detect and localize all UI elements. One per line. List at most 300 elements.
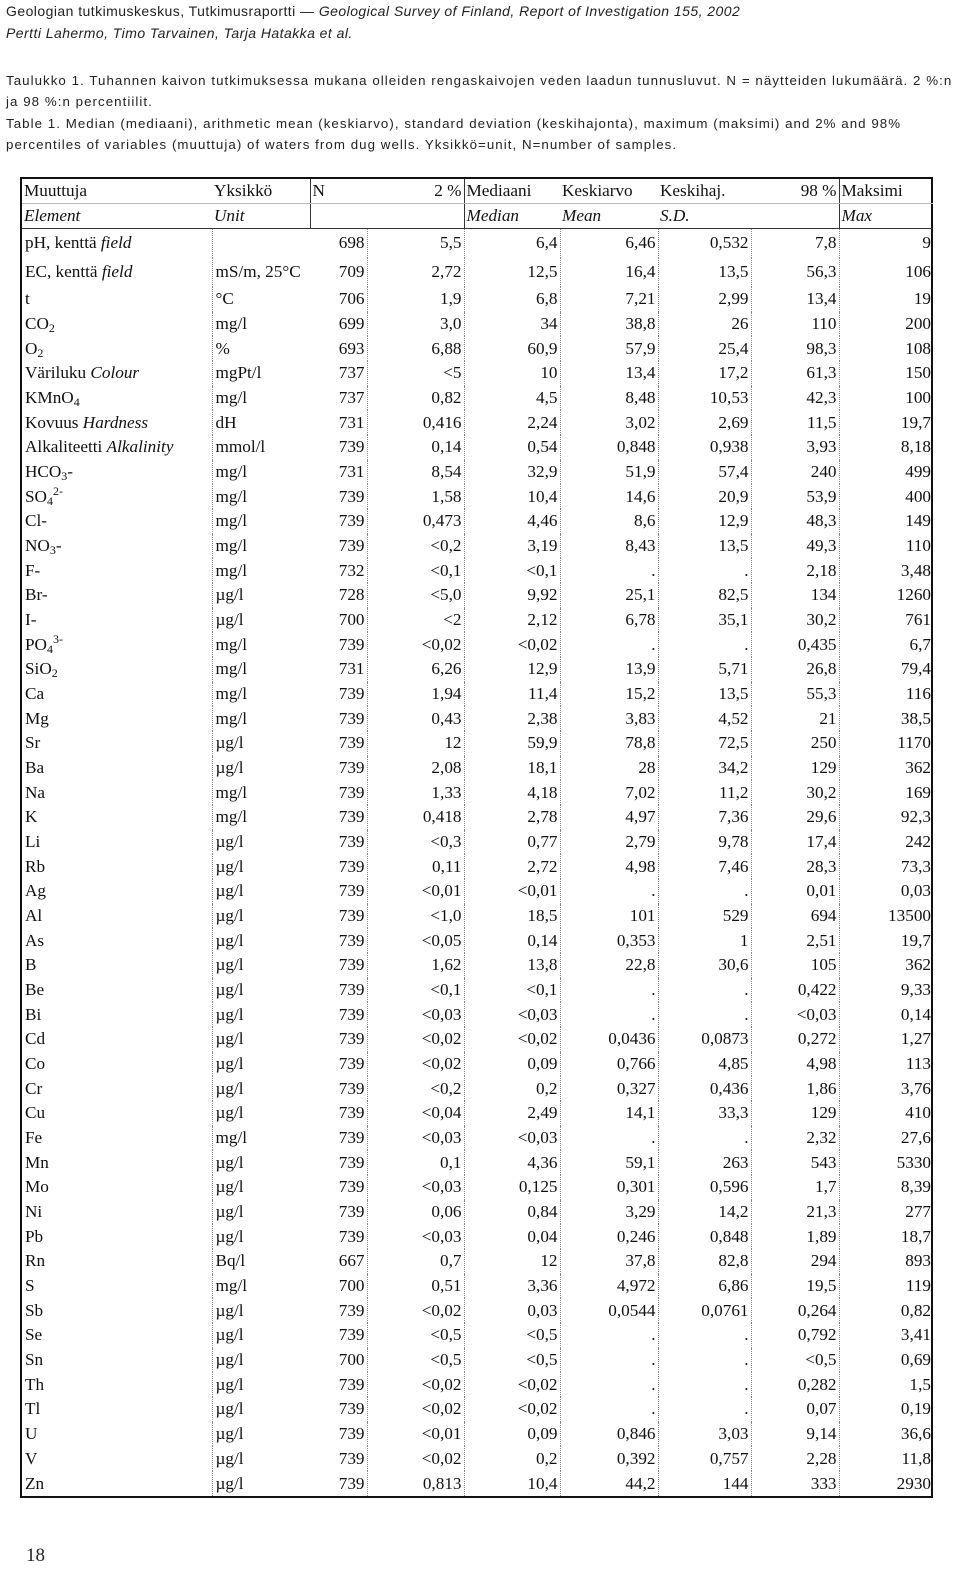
- variable-label: Th: [25, 1374, 45, 1394]
- variable-name: [22, 1002, 212, 1027]
- variable-name: [22, 435, 212, 460]
- table-row: [22, 706, 933, 731]
- mean-cell: .: [560, 1126, 658, 1151]
- variable-subscript: 3: [61, 468, 68, 483]
- col-header-median-en: Median: [464, 204, 560, 229]
- p2-cell: 0,418: [367, 805, 464, 830]
- table-row: [22, 879, 933, 904]
- table-row: [22, 830, 933, 855]
- n-cell: 739: [310, 928, 367, 953]
- p2-cell: <0,02: [367, 1052, 464, 1077]
- sd-cell: .: [658, 1126, 751, 1151]
- sd-cell: .: [658, 879, 751, 904]
- unit-cell: Bq/l: [212, 1249, 310, 1274]
- sd-cell: 57,4: [658, 460, 751, 485]
- table-row: [22, 312, 933, 337]
- header-line-1: [6, 0, 951, 22]
- variable-name: [22, 632, 212, 657]
- median-cell: <0,02: [464, 1027, 560, 1052]
- median-cell: 12: [464, 1249, 560, 1274]
- unit-cell: mg/l: [212, 460, 310, 485]
- n-cell: 731: [310, 460, 367, 485]
- table-row: [22, 1200, 933, 1225]
- variable-name: [22, 1323, 212, 1348]
- p98-cell: 134: [751, 583, 839, 608]
- table-row: [22, 1471, 933, 1496]
- variable-name: [22, 312, 212, 337]
- table-row: [22, 386, 933, 411]
- sd-cell: 12,9: [658, 509, 751, 534]
- mean-cell: 57,9: [560, 336, 658, 361]
- max-cell: 18,7: [900, 1226, 931, 1246]
- running-header: [6, 0, 951, 44]
- median-cell: 0,14: [464, 928, 560, 953]
- n-cell: 739: [310, 682, 367, 707]
- unit-cell: µg/l: [212, 953, 310, 978]
- col-header-n: N: [310, 179, 367, 204]
- n-cell: 739: [310, 1372, 367, 1397]
- n-cell: 737: [310, 386, 367, 411]
- variable-subscript: 4: [46, 641, 53, 656]
- variable-name: [22, 731, 212, 756]
- max-cell: 3,48: [900, 560, 931, 580]
- n-cell: 739: [310, 534, 367, 559]
- variable-label: Al: [25, 906, 43, 926]
- variable-label: Zn: [25, 1473, 45, 1493]
- variable-name: [22, 780, 212, 805]
- variable-name: [22, 558, 212, 583]
- max-cell: 8,18: [900, 437, 931, 457]
- mean-cell: .: [560, 632, 658, 657]
- table-row: [22, 1027, 933, 1052]
- mean-cell: 13,4: [560, 361, 658, 386]
- unit-cell: mg/l: [212, 558, 310, 583]
- mean-cell: 51,9: [560, 460, 658, 485]
- table-row: [22, 361, 933, 386]
- variable-name: [22, 1027, 212, 1052]
- median-cell: 34: [464, 312, 560, 337]
- p98-cell: 0,792: [751, 1323, 839, 1348]
- sd-cell: 13,5: [658, 534, 751, 559]
- p98-cell: 7,8: [751, 229, 839, 258]
- variable-subscript: 2: [51, 666, 58, 681]
- sd-cell: 9,78: [658, 830, 751, 855]
- n-cell: 698: [310, 229, 367, 258]
- max-cell: 100: [905, 387, 931, 407]
- unit-cell: mg/l: [212, 1126, 310, 1151]
- n-cell: 739: [310, 1126, 367, 1151]
- header-organization: Geologian tutkimuskeskus, Tutkimusraportti: [6, 3, 296, 19]
- mean-cell: 4,972: [560, 1274, 658, 1299]
- variable-label: Rn: [25, 1251, 46, 1271]
- variable-label: As: [25, 930, 45, 950]
- n-cell: 699: [310, 312, 367, 337]
- unit-cell: µg/l: [212, 1027, 310, 1052]
- table-row: [22, 258, 933, 287]
- sd-cell: 10,53: [658, 386, 751, 411]
- median-cell: 18,5: [464, 904, 560, 929]
- table-row: [22, 1101, 933, 1126]
- sd-cell: .: [658, 978, 751, 1003]
- sd-cell: 72,5: [658, 731, 751, 756]
- median-cell: 0,77: [464, 830, 560, 855]
- table-row: [22, 928, 933, 953]
- sd-cell: .: [658, 1397, 751, 1422]
- mean-cell: 0,392: [560, 1446, 658, 1471]
- max-cell: 36,6: [900, 1424, 931, 1444]
- col-header-max: Maksimi: [839, 179, 933, 204]
- median-cell: 2,12: [464, 608, 560, 633]
- sd-cell: 7,36: [658, 805, 751, 830]
- max-cell: 0,82: [900, 1300, 931, 1320]
- variable-label: Cl-: [25, 511, 47, 531]
- p98-cell: 0,272: [751, 1027, 839, 1052]
- table-row: [22, 682, 933, 707]
- variable-name: [22, 879, 212, 904]
- p2-cell: <0,02: [367, 1372, 464, 1397]
- unit-cell: µg/l: [212, 1372, 310, 1397]
- median-cell: 4,18: [464, 780, 560, 805]
- max-cell: 27,6: [900, 1128, 931, 1148]
- n-cell: 731: [310, 410, 367, 435]
- p98-cell: 0,435: [751, 632, 839, 657]
- p98-cell: 48,3: [751, 509, 839, 534]
- p98-cell: 9,14: [751, 1422, 839, 1447]
- variable-name: [22, 928, 212, 953]
- median-cell: 0,09: [464, 1052, 560, 1077]
- variable-label: SiO: [25, 659, 52, 679]
- variable-english-name: Colour: [90, 363, 140, 383]
- table-body: [22, 229, 933, 1497]
- p2-cell: 1,33: [367, 780, 464, 805]
- variable-label: O: [25, 338, 38, 358]
- sd-cell: 17,2: [658, 361, 751, 386]
- variable-name: [22, 978, 212, 1003]
- n-cell: 693: [310, 336, 367, 361]
- mean-cell: 101: [560, 904, 658, 929]
- median-cell: 2,72: [464, 854, 560, 879]
- table-caption: [6, 70, 956, 155]
- max-cell: 1,27: [900, 1029, 931, 1049]
- variable-name: [22, 805, 212, 830]
- sd-cell: 35,1: [658, 608, 751, 633]
- variable-name: [22, 509, 212, 534]
- table-row: [22, 1052, 933, 1077]
- n-cell: 700: [310, 1348, 367, 1373]
- p98-cell: 55,3: [751, 682, 839, 707]
- data-table-frame: [20, 177, 933, 1498]
- p2-cell: <1,0: [367, 904, 464, 929]
- table-row: [22, 904, 933, 929]
- variable-label: Sr: [25, 733, 41, 753]
- p2-cell: 12: [367, 731, 464, 756]
- max-cell: 38,5: [900, 708, 931, 728]
- median-cell: 2,38: [464, 706, 560, 731]
- p98-cell: 543: [751, 1150, 839, 1175]
- unit-cell: µg/l: [212, 928, 310, 953]
- table-row: [22, 287, 933, 312]
- p2-cell: <0,02: [367, 1298, 464, 1323]
- col-header-n-en: [310, 204, 367, 229]
- max-cell: 200: [905, 313, 931, 333]
- col-header-mean: Keskiarvo: [560, 179, 658, 204]
- unit-cell: mg/l: [212, 1274, 310, 1299]
- median-cell: 0,03: [464, 1298, 560, 1323]
- unit-cell: µg/l: [212, 1397, 310, 1422]
- variable-label: Mo: [25, 1177, 49, 1197]
- median-cell: 4,46: [464, 509, 560, 534]
- p98-cell: 30,2: [751, 608, 839, 633]
- sd-cell: 6,86: [658, 1274, 751, 1299]
- unit-cell: µg/l: [212, 1446, 310, 1471]
- p98-cell: 2,18: [751, 558, 839, 583]
- unit-cell: mg/l: [212, 706, 310, 731]
- variable-name: [22, 706, 212, 731]
- n-cell: 739: [310, 830, 367, 855]
- variable-label: Br-: [25, 585, 48, 605]
- variable-label: CO: [25, 313, 49, 333]
- header-line-2: [6, 22, 951, 44]
- median-cell: 3,19: [464, 534, 560, 559]
- variable-name: [22, 1372, 212, 1397]
- p2-cell: <0,01: [367, 879, 464, 904]
- max-cell: 79,4: [900, 659, 931, 679]
- variable-name: [22, 336, 212, 361]
- max-cell: 19,7: [900, 412, 931, 432]
- unit-cell: mg/l: [212, 682, 310, 707]
- unit-cell: mg/l: [212, 780, 310, 805]
- p98-cell: 694: [751, 904, 839, 929]
- unit-cell: µg/l: [212, 904, 310, 929]
- mean-cell: .: [560, 1397, 658, 1422]
- unit-cell: µg/l: [212, 1298, 310, 1323]
- unit-cell: µg/l: [212, 1200, 310, 1225]
- sd-cell: .: [658, 558, 751, 583]
- p2-cell: 2,08: [367, 756, 464, 781]
- variable-label: Be: [25, 980, 45, 1000]
- median-cell: 9,92: [464, 583, 560, 608]
- median-cell: 4,36: [464, 1150, 560, 1175]
- col-header-p98: 98 %: [751, 179, 839, 204]
- p2-cell: 8,54: [367, 460, 464, 485]
- unit-cell: %: [212, 336, 310, 361]
- col-header-sd-en: S.D.: [658, 204, 751, 229]
- sd-cell: 0,757: [658, 1446, 751, 1471]
- variable-name: [22, 1076, 212, 1101]
- mean-cell: 0,848: [560, 435, 658, 460]
- p2-cell: 0,813: [367, 1471, 464, 1496]
- variable-label: Cu: [25, 1103, 46, 1123]
- max-cell: 362: [905, 758, 931, 777]
- variable-name: [22, 1126, 212, 1151]
- mean-cell: 7,02: [560, 780, 658, 805]
- variable-name: [22, 1175, 212, 1200]
- median-cell: 59,9: [464, 731, 560, 756]
- n-cell: 739: [310, 780, 367, 805]
- variable-label: Li: [25, 832, 41, 852]
- max-cell: 3,76: [900, 1078, 931, 1098]
- variable-label: Ag: [25, 881, 47, 901]
- variable-name: [22, 854, 212, 879]
- variable-name: [22, 1348, 212, 1373]
- unit-cell: dH: [212, 410, 310, 435]
- variable-english-name: field: [100, 233, 132, 253]
- table-row: [22, 805, 933, 830]
- mean-cell: .: [560, 978, 658, 1003]
- table-row: [22, 1372, 933, 1397]
- max-cell: 9: [922, 233, 931, 253]
- variable-english-name: field: [101, 262, 133, 282]
- p2-cell: 1,62: [367, 953, 464, 978]
- variable-name: [22, 1397, 212, 1422]
- median-cell: 0,125: [464, 1175, 560, 1200]
- max-cell: 150: [905, 363, 931, 383]
- p98-cell: 294: [751, 1249, 839, 1274]
- n-cell: 739: [310, 1200, 367, 1225]
- variable-label: Fe: [25, 1128, 43, 1148]
- median-cell: <0,5: [464, 1323, 560, 1348]
- max-cell: 92,3: [900, 807, 931, 827]
- mean-cell: 3,29: [560, 1200, 658, 1225]
- median-cell: <0,02: [464, 1372, 560, 1397]
- table-row: [22, 460, 933, 485]
- variable-label: K: [25, 807, 38, 827]
- sd-cell: 0,0873: [658, 1027, 751, 1052]
- max-cell: 3,41: [900, 1325, 931, 1345]
- max-cell: 0,14: [900, 1004, 931, 1024]
- n-cell: 739: [310, 1175, 367, 1200]
- median-cell: <0,5: [464, 1348, 560, 1373]
- variable-label: Sn: [25, 1350, 44, 1370]
- median-cell: <0,02: [464, 1397, 560, 1422]
- variable-english-name: Alkalinity: [106, 437, 174, 457]
- median-cell: 10,4: [464, 1471, 560, 1496]
- variable-subscript: 4: [46, 493, 53, 508]
- sd-cell: 263: [658, 1150, 751, 1175]
- mean-cell: 78,8: [560, 731, 658, 756]
- table-row: [22, 534, 933, 559]
- sd-cell: .: [658, 1348, 751, 1373]
- sd-cell: 1: [658, 928, 751, 953]
- p98-cell: 0,422: [751, 978, 839, 1003]
- n-cell: 739: [310, 1150, 367, 1175]
- p98-cell: <0,03: [751, 1002, 839, 1027]
- p2-cell: <0,01: [367, 1422, 464, 1447]
- header-authors: Pertti Lahermo, Timo Tarvainen, Tarja Hatakka et al.: [6, 25, 353, 41]
- sd-cell: 0,938: [658, 435, 751, 460]
- median-cell: 2,24: [464, 410, 560, 435]
- p2-cell: <0,5: [367, 1323, 464, 1348]
- p98-cell: 105: [751, 953, 839, 978]
- variable-label: Väriluku: [25, 363, 87, 383]
- variable-name: [22, 534, 212, 559]
- p2-cell: 0,06: [367, 1200, 464, 1225]
- sd-cell: 3,03: [658, 1422, 751, 1447]
- table-row: [22, 484, 933, 509]
- header-series: Geological Survey of Finland, Report of Investigation 155, 2002: [318, 3, 741, 19]
- sd-cell: 4,85: [658, 1052, 751, 1077]
- sd-cell: 33,3: [658, 1101, 751, 1126]
- p2-cell: 2,72: [367, 258, 464, 287]
- max-cell: 242: [905, 832, 931, 852]
- p98-cell: 0,01: [751, 879, 839, 904]
- p98-cell: 21: [751, 706, 839, 731]
- variable-name: [22, 1471, 212, 1496]
- unit-cell: mg/l: [212, 805, 310, 830]
- variable-label: NO: [25, 535, 50, 555]
- sd-cell: .: [658, 1323, 751, 1348]
- unit-cell: [212, 229, 310, 258]
- caption-english: Table 1. Median (mediaani), arithmetic mean (keskiarvo), standard deviation (keskihajonta), maximum (maksimi) and 2% and 98% percentiles of variables (muuttuja) of waters from dug wells. Yksikkö=unit, N=number of samples.: [6, 115, 902, 152]
- variable-name: [22, 410, 212, 435]
- sd-cell: 4,52: [658, 706, 751, 731]
- col-header-p2-en: [367, 204, 464, 229]
- p2-cell: <0,03: [367, 1126, 464, 1151]
- table-row: [22, 1150, 933, 1175]
- unit-cell: µg/l: [212, 731, 310, 756]
- p98-cell: <0,5: [751, 1348, 839, 1373]
- col-header-p98-en: [751, 204, 839, 229]
- median-cell: 18,1: [464, 756, 560, 781]
- median-cell: 6,4: [464, 229, 560, 258]
- unit-cell: mg/l: [212, 534, 310, 559]
- variable-name: [22, 386, 212, 411]
- p2-cell: <5: [367, 361, 464, 386]
- n-cell: 739: [310, 756, 367, 781]
- variable-label: V: [25, 1448, 38, 1468]
- sd-cell: 34,2: [658, 756, 751, 781]
- p2-cell: <0,1: [367, 558, 464, 583]
- median-cell: 12,9: [464, 657, 560, 682]
- n-cell: 700: [310, 1274, 367, 1299]
- median-cell: 32,9: [464, 460, 560, 485]
- p2-cell: <0,02: [367, 1027, 464, 1052]
- p2-cell: <0,02: [367, 632, 464, 657]
- p2-cell: 1,94: [367, 682, 464, 707]
- page-number: 18: [26, 1545, 45, 1566]
- p2-cell: 6,26: [367, 657, 464, 682]
- variable-label: Mg: [25, 708, 49, 728]
- mean-cell: .: [560, 1002, 658, 1027]
- unit-cell: mg/l: [212, 386, 310, 411]
- unit-cell: mg/l: [212, 632, 310, 657]
- max-cell: 0,69: [900, 1350, 931, 1370]
- p2-cell: 6,88: [367, 336, 464, 361]
- median-cell: <0,02: [464, 632, 560, 657]
- n-cell: 728: [310, 583, 367, 608]
- p98-cell: 250: [751, 731, 839, 756]
- variable-name: [22, 1298, 212, 1323]
- p98-cell: 11,5: [751, 410, 839, 435]
- sd-cell: .: [658, 1372, 751, 1397]
- p2-cell: 0,51: [367, 1274, 464, 1299]
- n-cell: 739: [310, 1471, 367, 1496]
- variable-charge: -: [67, 461, 74, 481]
- mean-cell: 15,2: [560, 682, 658, 707]
- sd-cell: 7,46: [658, 854, 751, 879]
- sd-cell: 2,99: [658, 287, 751, 312]
- n-cell: 739: [310, 953, 367, 978]
- p98-cell: 49,3: [751, 534, 839, 559]
- table-row: [22, 1249, 933, 1274]
- variable-label: pH, kenttä: [25, 233, 97, 253]
- median-cell: 13,8: [464, 953, 560, 978]
- p98-cell: 53,9: [751, 484, 839, 509]
- max-cell: 5330: [896, 1152, 931, 1172]
- mean-cell: 44,2: [560, 1471, 658, 1496]
- table-row: [22, 1446, 933, 1471]
- p98-cell: 28,3: [751, 854, 839, 879]
